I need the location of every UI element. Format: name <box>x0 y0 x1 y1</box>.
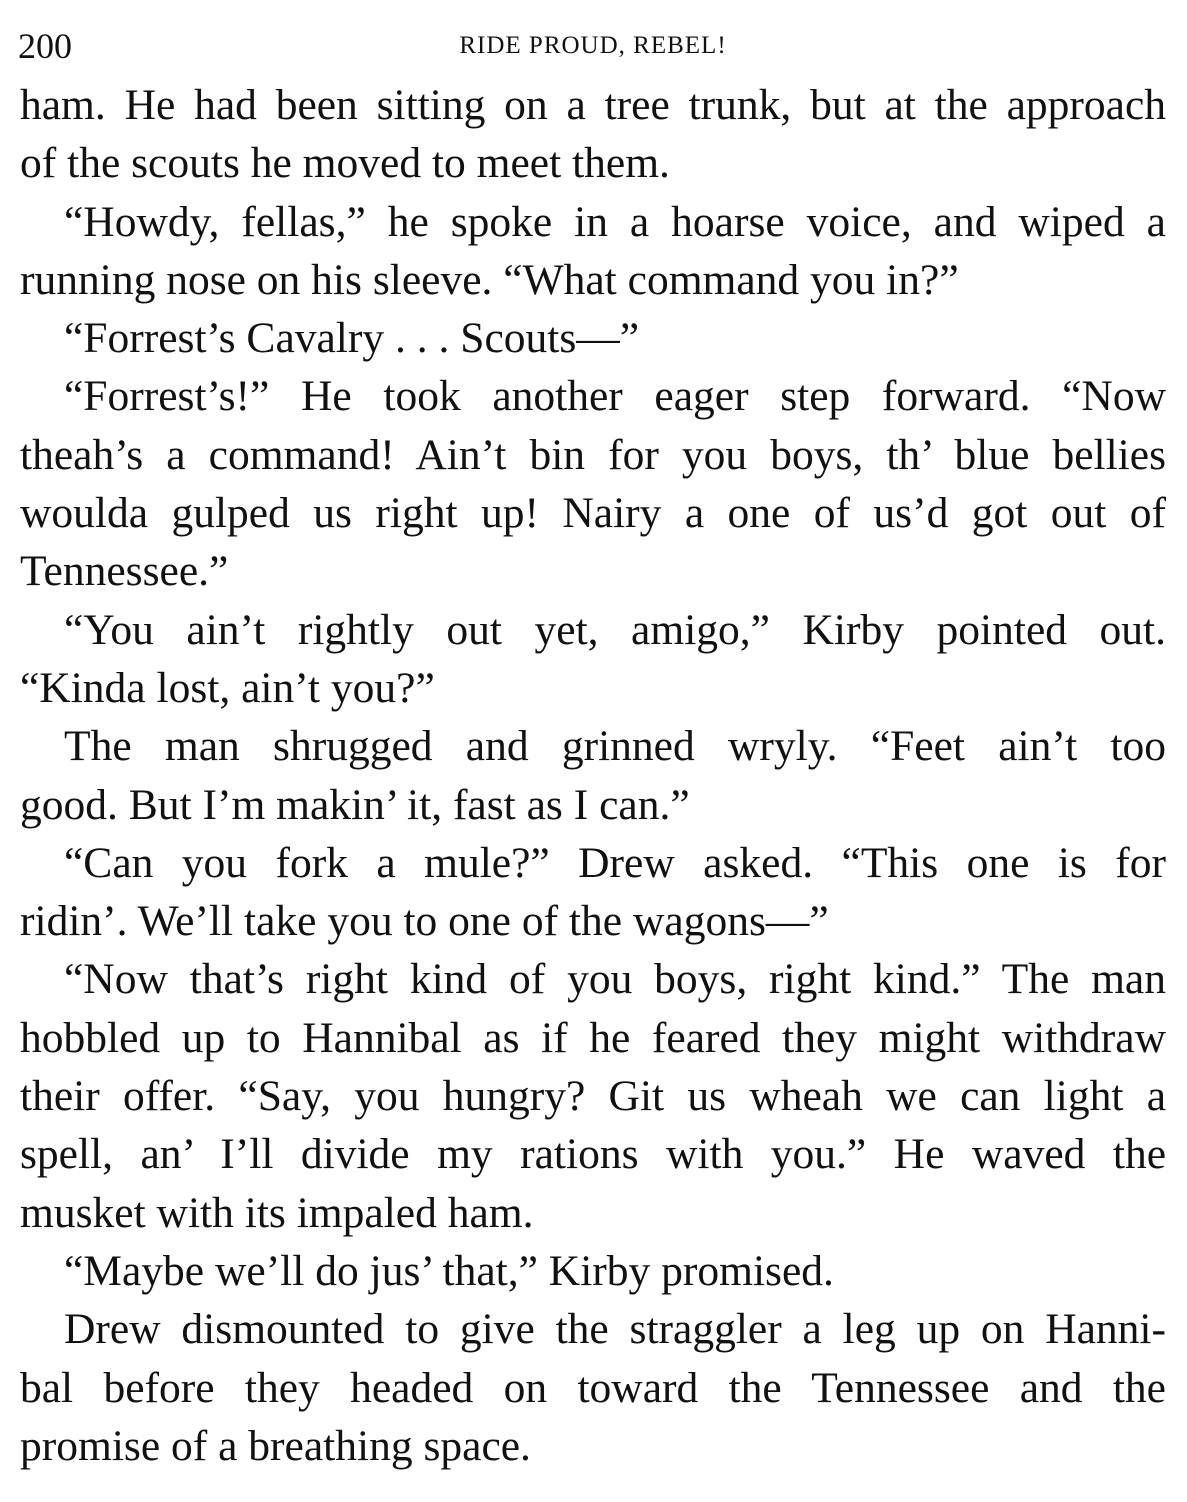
text-line: spell, an’ I’ll divide my rations with you.” He waved the <box>20 1130 1166 1179</box>
body-text <box>20 76 1166 1475</box>
page-number: 200 <box>18 26 72 66</box>
text-line: good. But I’m makin’ it, fast as I can.” <box>20 780 690 829</box>
text-line: ridin’. We’ll take you to one of the wagons—” <box>20 897 829 946</box>
text-line: “You ain’t rightly out yet, amigo,” Kirby pointed out. <box>64 605 1166 654</box>
text-line: theah’s a command! Ain’t bin for you boys, th’ blue bellies <box>20 430 1166 479</box>
text-line: “Howdy, fellas,” he spoke in a hoarse voice, and wiped a <box>64 197 1166 246</box>
text-line: “Kinda lost, ain’t you?” <box>20 663 435 712</box>
running-title: RIDE PROUD, REBEL! <box>459 32 727 59</box>
text-line: musket with its impaled ham. <box>20 1188 534 1237</box>
text-line: “Can you fork a mule?” Drew asked. “This one is for <box>64 838 1166 887</box>
text-line: running nose on his sleeve. “What command you in?” <box>20 255 959 304</box>
text-line: “Now that’s right kind of you boys, right kind.” The man <box>64 955 1166 1004</box>
page-header <box>18 22 1168 70</box>
text-line: ham. He had been sitting on a tree trunk, but at the approach <box>20 81 1166 129</box>
text-line: “Forrest’s!” He took another eager step forward. “Now <box>64 372 1166 421</box>
text-line: Tennessee.” <box>20 547 229 596</box>
text-line: Drew dismounted to give the straggler a leg up on Hanni- <box>64 1305 1166 1354</box>
text-line: bal before they headed on toward the Tennessee and the <box>20 1363 1166 1412</box>
text-line: “Maybe we’ll do jus’ that,” Kirby promised. <box>64 1246 834 1295</box>
text-line: of the scouts he moved to meet them. <box>20 139 670 188</box>
text-line: their offer. “Say, you hungry? Git us wheah we can light a <box>20 1072 1166 1121</box>
text-line: “Forrest’s Cavalry . . . Scouts—” <box>64 314 640 363</box>
text-line: promise of a breathing space. <box>20 1421 531 1470</box>
text-line: The man shrugged and grinned wryly. “Feet ain’t too <box>64 722 1166 771</box>
text-line: hobbled up to Hannibal as if he feared they might withdraw <box>20 1013 1166 1062</box>
text-line: woulda gulped us right up! Nairy a one of us’d got out of <box>20 489 1166 538</box>
